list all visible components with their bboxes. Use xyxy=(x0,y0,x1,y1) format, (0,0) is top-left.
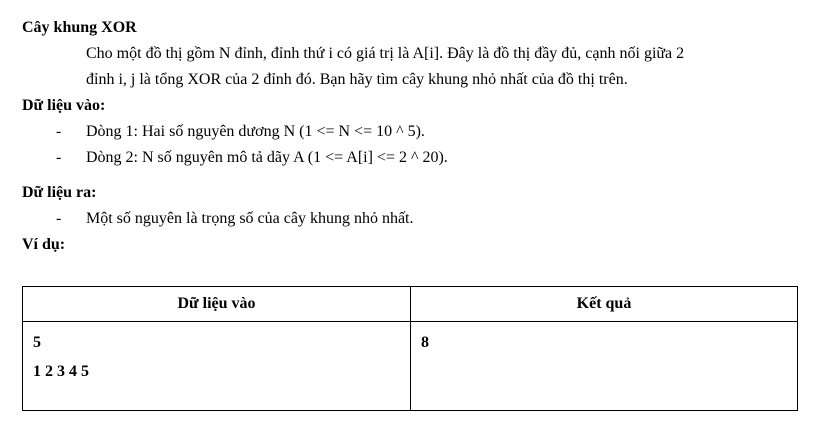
table-row xyxy=(23,322,798,411)
sample-io-table xyxy=(22,286,798,411)
list-bullet: - xyxy=(56,210,62,227)
table-header-row xyxy=(23,287,798,322)
list-item-text: Một số nguyên là trọng số của cây khung nhỏ nhất. xyxy=(86,210,414,227)
sample-input-line: 5 xyxy=(33,334,41,351)
problem-title: Cây khung XOR xyxy=(22,19,137,36)
list-bullet: - xyxy=(56,149,62,166)
problem-statement-line-2: đỉnh i, j là tổng XOR của 2 đỉnh đó. Bạn hãy tìm cây khung nhỏ nhất của đồ thị trên. xyxy=(86,71,628,88)
problem-statement-line-1: Cho một đồ thị gồm N đỉnh, đỉnh thứ i có giá trị là A[i]. Đây là đồ thị đầy đủ, cạnh nối giữa 2 xyxy=(86,45,685,62)
input-heading: Dữ liệu vào: xyxy=(22,97,106,114)
sample-input-line: 1 2 3 4 5 xyxy=(33,363,89,380)
sample-output-line: 8 xyxy=(421,334,429,351)
sample-input-cell xyxy=(23,322,411,411)
example-heading: Ví dụ: xyxy=(22,236,66,253)
list-bullet: - xyxy=(56,123,62,140)
output-heading: Dữ liệu ra: xyxy=(22,184,97,201)
list-item-text: Dòng 2: N số nguyên mô tả dãy A (1 <= A[i] <= 2 ^ 20). xyxy=(86,149,448,166)
table-header-result: Kết quả xyxy=(411,287,798,322)
sample-output-cell xyxy=(411,322,798,411)
list-item-text: Dòng 1: Hai số nguyên dương N (1 <= N <= 10 ^ 5). xyxy=(86,123,425,140)
table-header-input: Dữ liệu vào xyxy=(23,287,411,322)
